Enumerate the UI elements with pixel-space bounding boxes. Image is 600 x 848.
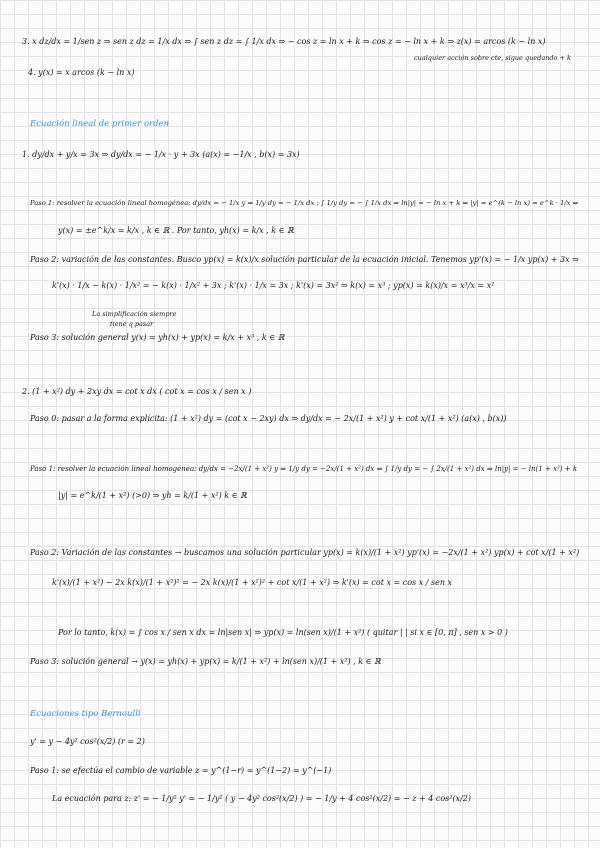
line-bernoulli-eq: y' = y − 4y² cos²(x/2) (r = 2) [30,737,145,746]
line-paso3-b: Paso 3: solución general → y(x) = yh(x) + yp(x) = k/(1 + x²) + ln(sen x)/(1 + x²) , k ∈ ℝ [30,657,381,666]
line-k-integral: Por lo tanto, k(x) = ∫ cos x / sen x dx = ln|sen x| ⇒ yp(x) = ln(sen x)/(1 + x²) ( quitar | | si x ∈ [0, π] , sen x > 0 ) [58,628,508,637]
note-constant: cualquier acción sobre cte, sigue quedando + k [414,54,571,62]
line-paso3: Paso 3: solución general y(x) = yh(x) + yp(x) = k/x + x³ , k ∈ ℝ [30,333,285,342]
line-paso0: Paso 0: pasar a la forma explícita: (1 + x²) dy = (cot x − 2xy) dx ⇒ dy/dx = − 2x/(1 + x²) y + cot x/(1 + x²) (a(x) , b(x)) [30,414,507,423]
heading-linear: Ecuación lineal de primer orden [30,119,170,129]
line-eq3: 3. x dz/dx = 1/sen z ⇒ sen z dz = 1/x dx ⇒ ∫ sen z dz = ∫ 1/x dx ⇒ − cos z = ln x + k ⇒ cos z = − ln x + k ⇒ z(x) = arcos (k − ln x) [22,37,546,46]
line-eq4: 4. y(x) = x arcos (k − ln x) [28,68,135,77]
line-paso2: Paso 2: variación de las constantes. Busco yp(x) = k(x)/x solución particular de la ecuación inicial. Tenemos yp'(x) = − 1/x yp(x) + 3x ⇒ [30,255,579,264]
line-yh-b: |y| = e^k/(1 + x²) (>0) ⇒ yh = k/(1 + x²) k ∈ ℝ [58,491,247,500]
heading-bernoulli: Ecuaciones tipo Bernoulli [30,709,141,719]
line-kprime: k'(x) · 1/x − k(x) · 1/x² = − k(x) · 1/x² + 3x ; k'(x) · 1/x = 3x ; k'(x) = 3x² ⇒ k(x) = x³ ; yp(x) = k(x)/x = x³/x = x² [52,281,495,290]
line-paso1: Paso 1: resolver la ecuación lineal homogénea: dy/dx = − 1/x y ⇒ 1/y dy = − 1/x dx ; ∫ 1/y dy = − ∫ 1/x dx ⇒ ln|y| = − ln x + k ⇒ |y| = e^(k − ln x) = e^k · 1/x ⇒ [30,199,579,207]
line-paso2-b: Paso 2: Variación de las constantes → buscamos una solución particular yp(x) = k(x)/(1 + x²) yp'(x) = −2x/(1 + x²) yp(x) + cot x/(1 + x²) [30,548,580,557]
line-kprime-b: k'(x)/(1 + x²) − 2x k(x)/(1 + x²)² = − 2x k(x)/(1 + x²)² + cot x/(1 + x²) ⇒ k'(x) = cot x = cos x / sen x [52,578,453,587]
line-linear-1: 1. dy/dx + y/x = 3x ⇒ dy/dx = − 1/x · y + 3x (a(x) = −1/x , b(x) = 3x) [22,150,300,159]
line-yh: y(x) = ±e^k/x = k/x , k ∈ ℝ . Por tanto, yh(x) = k/x , k ∈ ℝ [58,226,294,235]
line-bernoulli-z: La ecuación para z: z' = − 1/y² y' = − 1/y² ( y − 4y² cos²(x/2) ) = − 1/y + 4 cos²(x/2) = − z + 4 cos²(x/2) [52,794,471,803]
note-simplification-2: tiene q pasar [110,320,154,328]
line-paso1-b: Paso 1: resolver la ecuación lineal homogénea: dy/dx = −2x/(1 + x²) y ⇒ 1/y dy = −2x/(1 + x²) dx ⇒ ∫ 1/y dy = − ∫ 2x/(1 + x²) dx ⇒ ln|y| = − ln(1 + x²) + k [30,465,578,473]
note-simplification: La simplificación siempre [92,310,177,318]
line-bernoulli-paso1: Paso 1: se efectúa el cambio de variable z = y^(1−r) = y^(1−2) = y^(−1) [30,766,332,775]
line-eq2: 2. (1 + x²) dy + 2xy dx = cot x dx ( cot x = cos x / sen x ) [22,387,252,396]
